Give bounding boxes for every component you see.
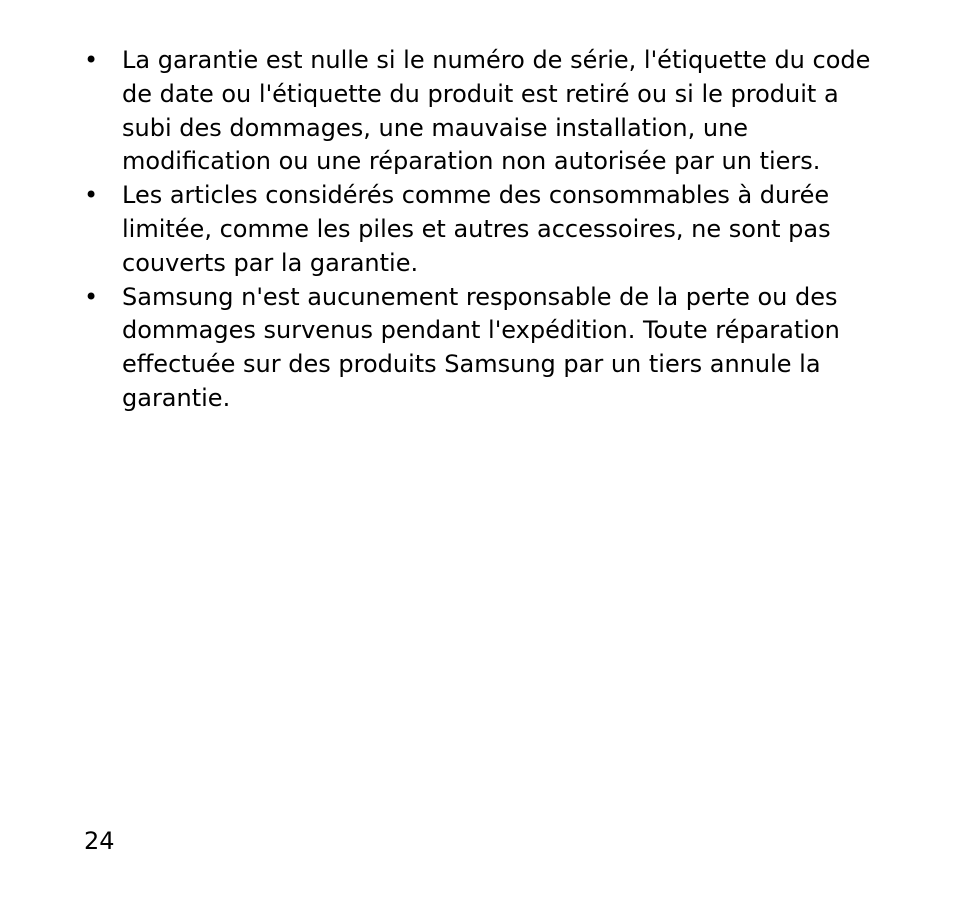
- list-item: [84, 179, 884, 280]
- bullet-icon: •: [84, 46, 99, 74]
- list-item-text: La garantie est nulle si le numéro de série, l'étiquette du code de date ou l'étiquette du produit est retiré ou si le produit a subi des dommages, une mauvaise installation, une modification ou une réparation non autorisée par un tiers.: [122, 46, 871, 176]
- list-item: [84, 281, 884, 416]
- bullet-icon: •: [84, 181, 99, 210]
- warranty-bullet-list: [84, 44, 884, 416]
- list-item: [84, 44, 884, 179]
- list-item-text: Samsung n'est aucunement responsable de la perte ou des dommages survenus pendant l'expédition. Toute réparation effectuée sur des produits Samsung par un tiers annule la garantie.: [122, 282, 840, 412]
- list-item-text: Les articles considérés comme des consommables à durée limitée, comme les piles et autres accessoires, ne sont pas couverts par la garantie.: [122, 181, 831, 277]
- bullet-icon: •: [84, 282, 99, 311]
- page-number: 24: [84, 827, 115, 855]
